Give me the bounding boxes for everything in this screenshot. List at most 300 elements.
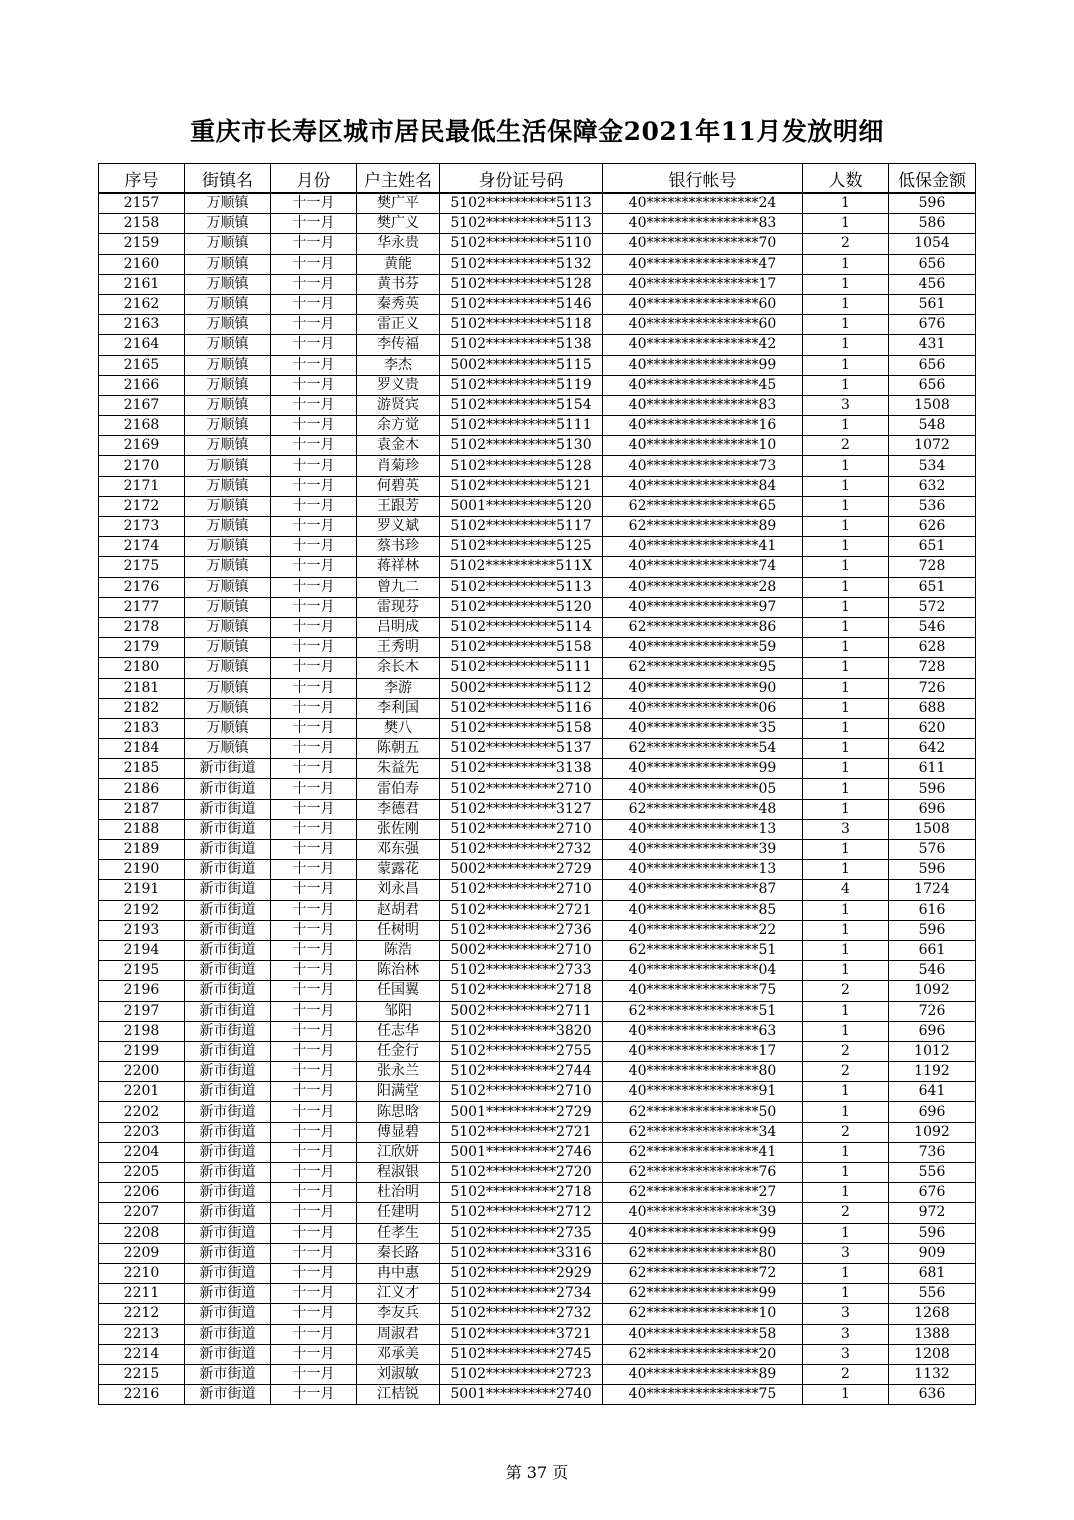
cell-people: 1 xyxy=(803,759,889,779)
cell-town: 新市街道 xyxy=(185,1203,271,1223)
cell-amount: 1192 xyxy=(889,1062,976,1082)
cell-people: 1 xyxy=(803,1001,889,1021)
cell-amount: 572 xyxy=(889,597,976,617)
cell-people: 1 xyxy=(803,1082,889,1102)
cell-town: 万顺镇 xyxy=(185,577,271,597)
cell-name: 樊广义 xyxy=(357,214,440,234)
cell-seq: 2179 xyxy=(99,638,185,658)
cell-name: 张佐刚 xyxy=(357,819,440,839)
cell-town: 万顺镇 xyxy=(185,476,271,496)
cell-people: 1 xyxy=(803,739,889,759)
cell-id-number: 5102**********2734 xyxy=(440,1284,603,1304)
cell-month: 十一月 xyxy=(271,517,357,537)
cell-month: 十一月 xyxy=(271,1364,357,1384)
cell-people: 1 xyxy=(803,597,889,617)
cell-name: 杜治明 xyxy=(357,1183,440,1203)
cell-id-number: 5102**********5128 xyxy=(440,456,603,476)
table-row xyxy=(99,416,976,436)
cell-month: 十一月 xyxy=(271,1385,357,1405)
cell-bank-account: 62****************76 xyxy=(603,1163,803,1183)
cell-month: 十一月 xyxy=(271,819,357,839)
cell-seq: 2168 xyxy=(99,416,185,436)
col-header-bank-account: 银行帐号 xyxy=(603,164,803,194)
cell-amount: 696 xyxy=(889,1021,976,1041)
cell-people: 1 xyxy=(803,1284,889,1304)
table-row xyxy=(99,193,976,214)
cell-town: 新市街道 xyxy=(185,1102,271,1122)
cell-id-number: 5002**********2711 xyxy=(440,1001,603,1021)
cell-month: 十一月 xyxy=(271,476,357,496)
cell-amount: 736 xyxy=(889,1142,976,1162)
cell-amount: 972 xyxy=(889,1203,976,1223)
cell-name: 袁金木 xyxy=(357,436,440,456)
cell-name: 吕明成 xyxy=(357,617,440,637)
table-row xyxy=(99,214,976,234)
cell-seq: 2212 xyxy=(99,1304,185,1324)
cell-seq: 2215 xyxy=(99,1364,185,1384)
cell-bank-account: 40****************16 xyxy=(603,416,803,436)
cell-town: 新市街道 xyxy=(185,1041,271,1061)
cell-name: 余方觉 xyxy=(357,416,440,436)
cell-amount: 546 xyxy=(889,961,976,981)
cell-bank-account: 40****************59 xyxy=(603,638,803,658)
cell-bank-account: 62****************10 xyxy=(603,1304,803,1324)
cell-amount: 431 xyxy=(889,335,976,355)
cell-people: 1 xyxy=(803,678,889,698)
cell-bank-account: 40****************97 xyxy=(603,597,803,617)
cell-name: 李德君 xyxy=(357,799,440,819)
cell-bank-account: 62****************65 xyxy=(603,496,803,516)
cell-town: 万顺镇 xyxy=(185,739,271,759)
cell-bank-account: 40****************60 xyxy=(603,294,803,314)
cell-id-number: 5102**********2744 xyxy=(440,1062,603,1082)
cell-seq: 2171 xyxy=(99,476,185,496)
cell-month: 十一月 xyxy=(271,880,357,900)
cell-month: 十一月 xyxy=(271,1062,357,1082)
cell-id-number: 5002**********5115 xyxy=(440,355,603,375)
cell-seq: 2214 xyxy=(99,1344,185,1364)
cell-id-number: 5002**********2710 xyxy=(440,940,603,960)
cell-amount: 1508 xyxy=(889,395,976,415)
cell-people: 2 xyxy=(803,1062,889,1082)
cell-name: 陈朝五 xyxy=(357,739,440,759)
cell-people: 1 xyxy=(803,476,889,496)
cell-month: 十一月 xyxy=(271,1102,357,1122)
cell-id-number: 5102**********511X xyxy=(440,557,603,577)
cell-bank-account: 62****************86 xyxy=(603,617,803,637)
cell-seq: 2187 xyxy=(99,799,185,819)
table-row xyxy=(99,1001,976,1021)
cell-people: 4 xyxy=(803,880,889,900)
cell-month: 十一月 xyxy=(271,557,357,577)
cell-name: 任金行 xyxy=(357,1041,440,1061)
cell-town: 新市街道 xyxy=(185,1304,271,1324)
table-row xyxy=(99,1223,976,1243)
cell-month: 十一月 xyxy=(271,1001,357,1021)
cell-seq: 2204 xyxy=(99,1142,185,1162)
cell-amount: 596 xyxy=(889,1223,976,1243)
cell-name: 雷伯寿 xyxy=(357,779,440,799)
cell-bank-account: 62****************54 xyxy=(603,739,803,759)
cell-people: 1 xyxy=(803,315,889,335)
cell-seq: 2159 xyxy=(99,234,185,254)
cell-id-number: 5102**********2736 xyxy=(440,920,603,940)
cell-bank-account: 40****************83 xyxy=(603,214,803,234)
cell-name: 程淑银 xyxy=(357,1163,440,1183)
table-row xyxy=(99,517,976,537)
cell-town: 新市街道 xyxy=(185,961,271,981)
cell-seq: 2205 xyxy=(99,1163,185,1183)
cell-bank-account: 62****************34 xyxy=(603,1122,803,1142)
col-header-seq: 序号 xyxy=(99,164,185,194)
cell-seq: 2190 xyxy=(99,860,185,880)
cell-name: 任国翼 xyxy=(357,981,440,1001)
cell-bank-account: 40****************58 xyxy=(603,1324,803,1344)
cell-people: 2 xyxy=(803,1122,889,1142)
cell-people: 1 xyxy=(803,1021,889,1041)
cell-seq: 2206 xyxy=(99,1183,185,1203)
table-row xyxy=(99,1324,976,1344)
cell-people: 3 xyxy=(803,819,889,839)
cell-amount: 728 xyxy=(889,658,976,678)
cell-bank-account: 62****************27 xyxy=(603,1183,803,1203)
cell-name: 华永贵 xyxy=(357,234,440,254)
cell-people: 1 xyxy=(803,517,889,537)
cell-name: 肖菊珍 xyxy=(357,456,440,476)
cell-people: 3 xyxy=(803,1304,889,1324)
cell-bank-account: 40****************84 xyxy=(603,476,803,496)
cell-people: 3 xyxy=(803,1243,889,1263)
cell-seq: 2194 xyxy=(99,940,185,960)
cell-seq: 2207 xyxy=(99,1203,185,1223)
cell-name: 李友兵 xyxy=(357,1304,440,1324)
cell-seq: 2198 xyxy=(99,1021,185,1041)
cell-id-number: 5102**********2710 xyxy=(440,819,603,839)
cell-town: 万顺镇 xyxy=(185,254,271,274)
cell-bank-account: 62****************80 xyxy=(603,1243,803,1263)
cell-name: 李利国 xyxy=(357,698,440,718)
cell-name: 刘永昌 xyxy=(357,880,440,900)
cell-people: 2 xyxy=(803,1364,889,1384)
cell-town: 万顺镇 xyxy=(185,436,271,456)
cell-name: 陈治林 xyxy=(357,961,440,981)
cell-town: 新市街道 xyxy=(185,1021,271,1041)
table-header xyxy=(99,164,976,194)
table-row xyxy=(99,1163,976,1183)
table-row xyxy=(99,1062,976,1082)
cell-id-number: 5102**********5158 xyxy=(440,718,603,738)
cell-amount: 661 xyxy=(889,940,976,960)
cell-bank-account: 40****************17 xyxy=(603,274,803,294)
cell-id-number: 5102**********5138 xyxy=(440,335,603,355)
cell-town: 新市街道 xyxy=(185,1122,271,1142)
cell-name: 陈浩 xyxy=(357,940,440,960)
table-row xyxy=(99,900,976,920)
cell-name: 任孝生 xyxy=(357,1223,440,1243)
cell-bank-account: 40****************24 xyxy=(603,193,803,214)
cell-id-number: 5102**********2735 xyxy=(440,1223,603,1243)
cell-month: 十一月 xyxy=(271,718,357,738)
table-row xyxy=(99,739,976,759)
cell-people: 1 xyxy=(803,577,889,597)
cell-people: 1 xyxy=(803,274,889,294)
cell-name: 何碧英 xyxy=(357,476,440,496)
cell-month: 十一月 xyxy=(271,840,357,860)
cell-bank-account: 40****************87 xyxy=(603,880,803,900)
cell-amount: 556 xyxy=(889,1284,976,1304)
cell-name: 朱益先 xyxy=(357,759,440,779)
table-row xyxy=(99,315,976,335)
cell-amount: 1092 xyxy=(889,981,976,1001)
cell-id-number: 5102**********2721 xyxy=(440,1122,603,1142)
table-row xyxy=(99,557,976,577)
cell-seq: 2157 xyxy=(99,193,185,214)
table-row xyxy=(99,375,976,395)
cell-name: 雷现芬 xyxy=(357,597,440,617)
cell-town: 万顺镇 xyxy=(185,274,271,294)
cell-amount: 596 xyxy=(889,920,976,940)
cell-bank-account: 62****************72 xyxy=(603,1263,803,1283)
cell-id-number: 5102**********5114 xyxy=(440,617,603,637)
cell-month: 十一月 xyxy=(271,1344,357,1364)
cell-amount: 728 xyxy=(889,557,976,577)
cell-name: 傅显碧 xyxy=(357,1122,440,1142)
cell-name: 雷正义 xyxy=(357,315,440,335)
cell-people: 2 xyxy=(803,981,889,1001)
cell-people: 1 xyxy=(803,456,889,476)
cell-month: 十一月 xyxy=(271,698,357,718)
cell-id-number: 5102**********5119 xyxy=(440,375,603,395)
cell-seq: 2167 xyxy=(99,395,185,415)
table-row xyxy=(99,1243,976,1263)
cell-id-number: 5102**********5121 xyxy=(440,476,603,496)
cell-bank-account: 40****************83 xyxy=(603,395,803,415)
cell-town: 新市街道 xyxy=(185,1062,271,1082)
cell-amount: 696 xyxy=(889,799,976,819)
cell-town: 万顺镇 xyxy=(185,294,271,314)
cell-town: 新市街道 xyxy=(185,900,271,920)
cell-id-number: 5102**********5113 xyxy=(440,214,603,234)
table-row xyxy=(99,234,976,254)
cell-people: 2 xyxy=(803,436,889,456)
table-row xyxy=(99,880,976,900)
table-row xyxy=(99,658,976,678)
table-row xyxy=(99,1304,976,1324)
table-row xyxy=(99,940,976,960)
cell-month: 十一月 xyxy=(271,779,357,799)
cell-name: 冉中惠 xyxy=(357,1263,440,1283)
cell-id-number: 5102**********5120 xyxy=(440,597,603,617)
document-title: 重庆市长寿区城市居民最低生活保障金2021年11月发放明细 xyxy=(190,117,884,146)
cell-month: 十一月 xyxy=(271,900,357,920)
cell-id-number: 5102**********2710 xyxy=(440,880,603,900)
cell-month: 十一月 xyxy=(271,597,357,617)
cell-people: 1 xyxy=(803,799,889,819)
cell-month: 十一月 xyxy=(271,456,357,476)
cell-people: 1 xyxy=(803,961,889,981)
cell-name: 游贤宾 xyxy=(357,395,440,415)
cell-bank-account: 40****************63 xyxy=(603,1021,803,1041)
cell-bank-account: 40****************99 xyxy=(603,759,803,779)
cell-name: 罗义斌 xyxy=(357,517,440,537)
cell-people: 1 xyxy=(803,638,889,658)
cell-id-number: 5102**********2712 xyxy=(440,1203,603,1223)
cell-month: 十一月 xyxy=(271,1324,357,1344)
cell-amount: 1388 xyxy=(889,1324,976,1344)
cell-seq: 2201 xyxy=(99,1082,185,1102)
cell-town: 新市街道 xyxy=(185,1223,271,1243)
cell-id-number: 5102**********2732 xyxy=(440,840,603,860)
cell-seq: 2165 xyxy=(99,355,185,375)
cell-id-number: 5102**********2710 xyxy=(440,779,603,799)
cell-bank-account: 62****************50 xyxy=(603,1102,803,1122)
cell-bank-account: 40****************41 xyxy=(603,537,803,557)
cell-month: 十一月 xyxy=(271,1203,357,1223)
cell-month: 十一月 xyxy=(271,759,357,779)
cell-people: 2 xyxy=(803,234,889,254)
cell-people: 2 xyxy=(803,1041,889,1061)
cell-name: 赵胡君 xyxy=(357,900,440,920)
cell-town: 万顺镇 xyxy=(185,698,271,718)
cell-town: 新市街道 xyxy=(185,819,271,839)
cell-seq: 2203 xyxy=(99,1122,185,1142)
cell-people: 1 xyxy=(803,214,889,234)
cell-amount: 656 xyxy=(889,254,976,274)
cell-bank-account: 40****************28 xyxy=(603,577,803,597)
cell-seq: 2181 xyxy=(99,678,185,698)
cell-month: 十一月 xyxy=(271,315,357,335)
cell-people: 2 xyxy=(803,1203,889,1223)
cell-town: 万顺镇 xyxy=(185,416,271,436)
cell-amount: 696 xyxy=(889,1102,976,1122)
cell-id-number: 5102**********3721 xyxy=(440,1324,603,1344)
table-row xyxy=(99,274,976,294)
cell-seq: 2183 xyxy=(99,718,185,738)
cell-people: 1 xyxy=(803,1163,889,1183)
cell-town: 新市街道 xyxy=(185,1082,271,1102)
cell-amount: 656 xyxy=(889,375,976,395)
cell-month: 十一月 xyxy=(271,617,357,637)
cell-month: 十一月 xyxy=(271,1284,357,1304)
cell-seq: 2193 xyxy=(99,920,185,940)
table-body xyxy=(99,193,976,1405)
cell-name: 樊广平 xyxy=(357,193,440,214)
cell-id-number: 5102**********5154 xyxy=(440,395,603,415)
col-header-id-number: 身份证号码 xyxy=(440,164,603,194)
cell-bank-account: 62****************89 xyxy=(603,517,803,537)
cell-seq: 2186 xyxy=(99,779,185,799)
cell-amount: 1508 xyxy=(889,819,976,839)
cell-id-number: 5102**********2718 xyxy=(440,1183,603,1203)
table-row xyxy=(99,1385,976,1405)
cell-month: 十一月 xyxy=(271,436,357,456)
cell-people: 1 xyxy=(803,840,889,860)
cell-bank-account: 62****************99 xyxy=(603,1284,803,1304)
cell-people: 1 xyxy=(803,1183,889,1203)
cell-amount: 546 xyxy=(889,617,976,637)
cell-seq: 2161 xyxy=(99,274,185,294)
cell-people: 1 xyxy=(803,416,889,436)
cell-month: 十一月 xyxy=(271,355,357,375)
cell-amount: 456 xyxy=(889,274,976,294)
cell-seq: 2188 xyxy=(99,819,185,839)
table-row xyxy=(99,1021,976,1041)
cell-month: 十一月 xyxy=(271,234,357,254)
cell-seq: 2172 xyxy=(99,496,185,516)
cell-name: 李游 xyxy=(357,678,440,698)
cell-bank-account: 40****************22 xyxy=(603,920,803,940)
cell-month: 十一月 xyxy=(271,739,357,759)
cell-town: 万顺镇 xyxy=(185,496,271,516)
cell-amount: 620 xyxy=(889,718,976,738)
cell-seq: 2216 xyxy=(99,1385,185,1405)
cell-amount: 596 xyxy=(889,860,976,880)
cell-id-number: 5001**********2729 xyxy=(440,1102,603,1122)
cell-town: 新市街道 xyxy=(185,920,271,940)
cell-seq: 2208 xyxy=(99,1223,185,1243)
cell-seq: 2176 xyxy=(99,577,185,597)
cell-bank-account: 40****************47 xyxy=(603,254,803,274)
cell-amount: 1132 xyxy=(889,1364,976,1384)
table-row xyxy=(99,840,976,860)
cell-id-number: 5102**********2929 xyxy=(440,1263,603,1283)
cell-town: 万顺镇 xyxy=(185,537,271,557)
cell-name: 罗义贵 xyxy=(357,375,440,395)
cell-people: 1 xyxy=(803,375,889,395)
cell-seq: 2164 xyxy=(99,335,185,355)
cell-town: 万顺镇 xyxy=(185,355,271,375)
cell-amount: 726 xyxy=(889,1001,976,1021)
cell-id-number: 5102**********5118 xyxy=(440,315,603,335)
cell-amount: 656 xyxy=(889,355,976,375)
cell-town: 新市街道 xyxy=(185,759,271,779)
cell-id-number: 5102**********2720 xyxy=(440,1163,603,1183)
cell-people: 1 xyxy=(803,920,889,940)
cell-month: 十一月 xyxy=(271,294,357,314)
cell-bank-account: 40****************45 xyxy=(603,375,803,395)
cell-amount: 1208 xyxy=(889,1344,976,1364)
cell-id-number: 5102**********5128 xyxy=(440,274,603,294)
cell-seq: 2195 xyxy=(99,961,185,981)
table-row xyxy=(99,597,976,617)
cell-name: 刘淑敏 xyxy=(357,1364,440,1384)
cell-seq: 2160 xyxy=(99,254,185,274)
cell-people: 3 xyxy=(803,1344,889,1364)
table-row xyxy=(99,496,976,516)
cell-people: 1 xyxy=(803,1385,889,1405)
cell-name: 樊八 xyxy=(357,718,440,738)
cell-people: 1 xyxy=(803,496,889,516)
cell-town: 新市街道 xyxy=(185,1183,271,1203)
cell-seq: 2178 xyxy=(99,617,185,637)
cell-id-number: 5102**********5111 xyxy=(440,416,603,436)
cell-town: 万顺镇 xyxy=(185,375,271,395)
cell-id-number: 5102**********2732 xyxy=(440,1304,603,1324)
cell-bank-account: 62****************20 xyxy=(603,1344,803,1364)
cell-town: 新市街道 xyxy=(185,840,271,860)
cell-people: 1 xyxy=(803,779,889,799)
cell-month: 十一月 xyxy=(271,1223,357,1243)
cell-amount: 628 xyxy=(889,638,976,658)
table-row xyxy=(99,1082,976,1102)
cell-town: 万顺镇 xyxy=(185,658,271,678)
cell-month: 十一月 xyxy=(271,940,357,960)
cell-bank-account: 62****************51 xyxy=(603,1001,803,1021)
cell-name: 黄能 xyxy=(357,254,440,274)
cell-people: 1 xyxy=(803,617,889,637)
cell-month: 十一月 xyxy=(271,1142,357,1162)
cell-amount: 636 xyxy=(889,1385,976,1405)
